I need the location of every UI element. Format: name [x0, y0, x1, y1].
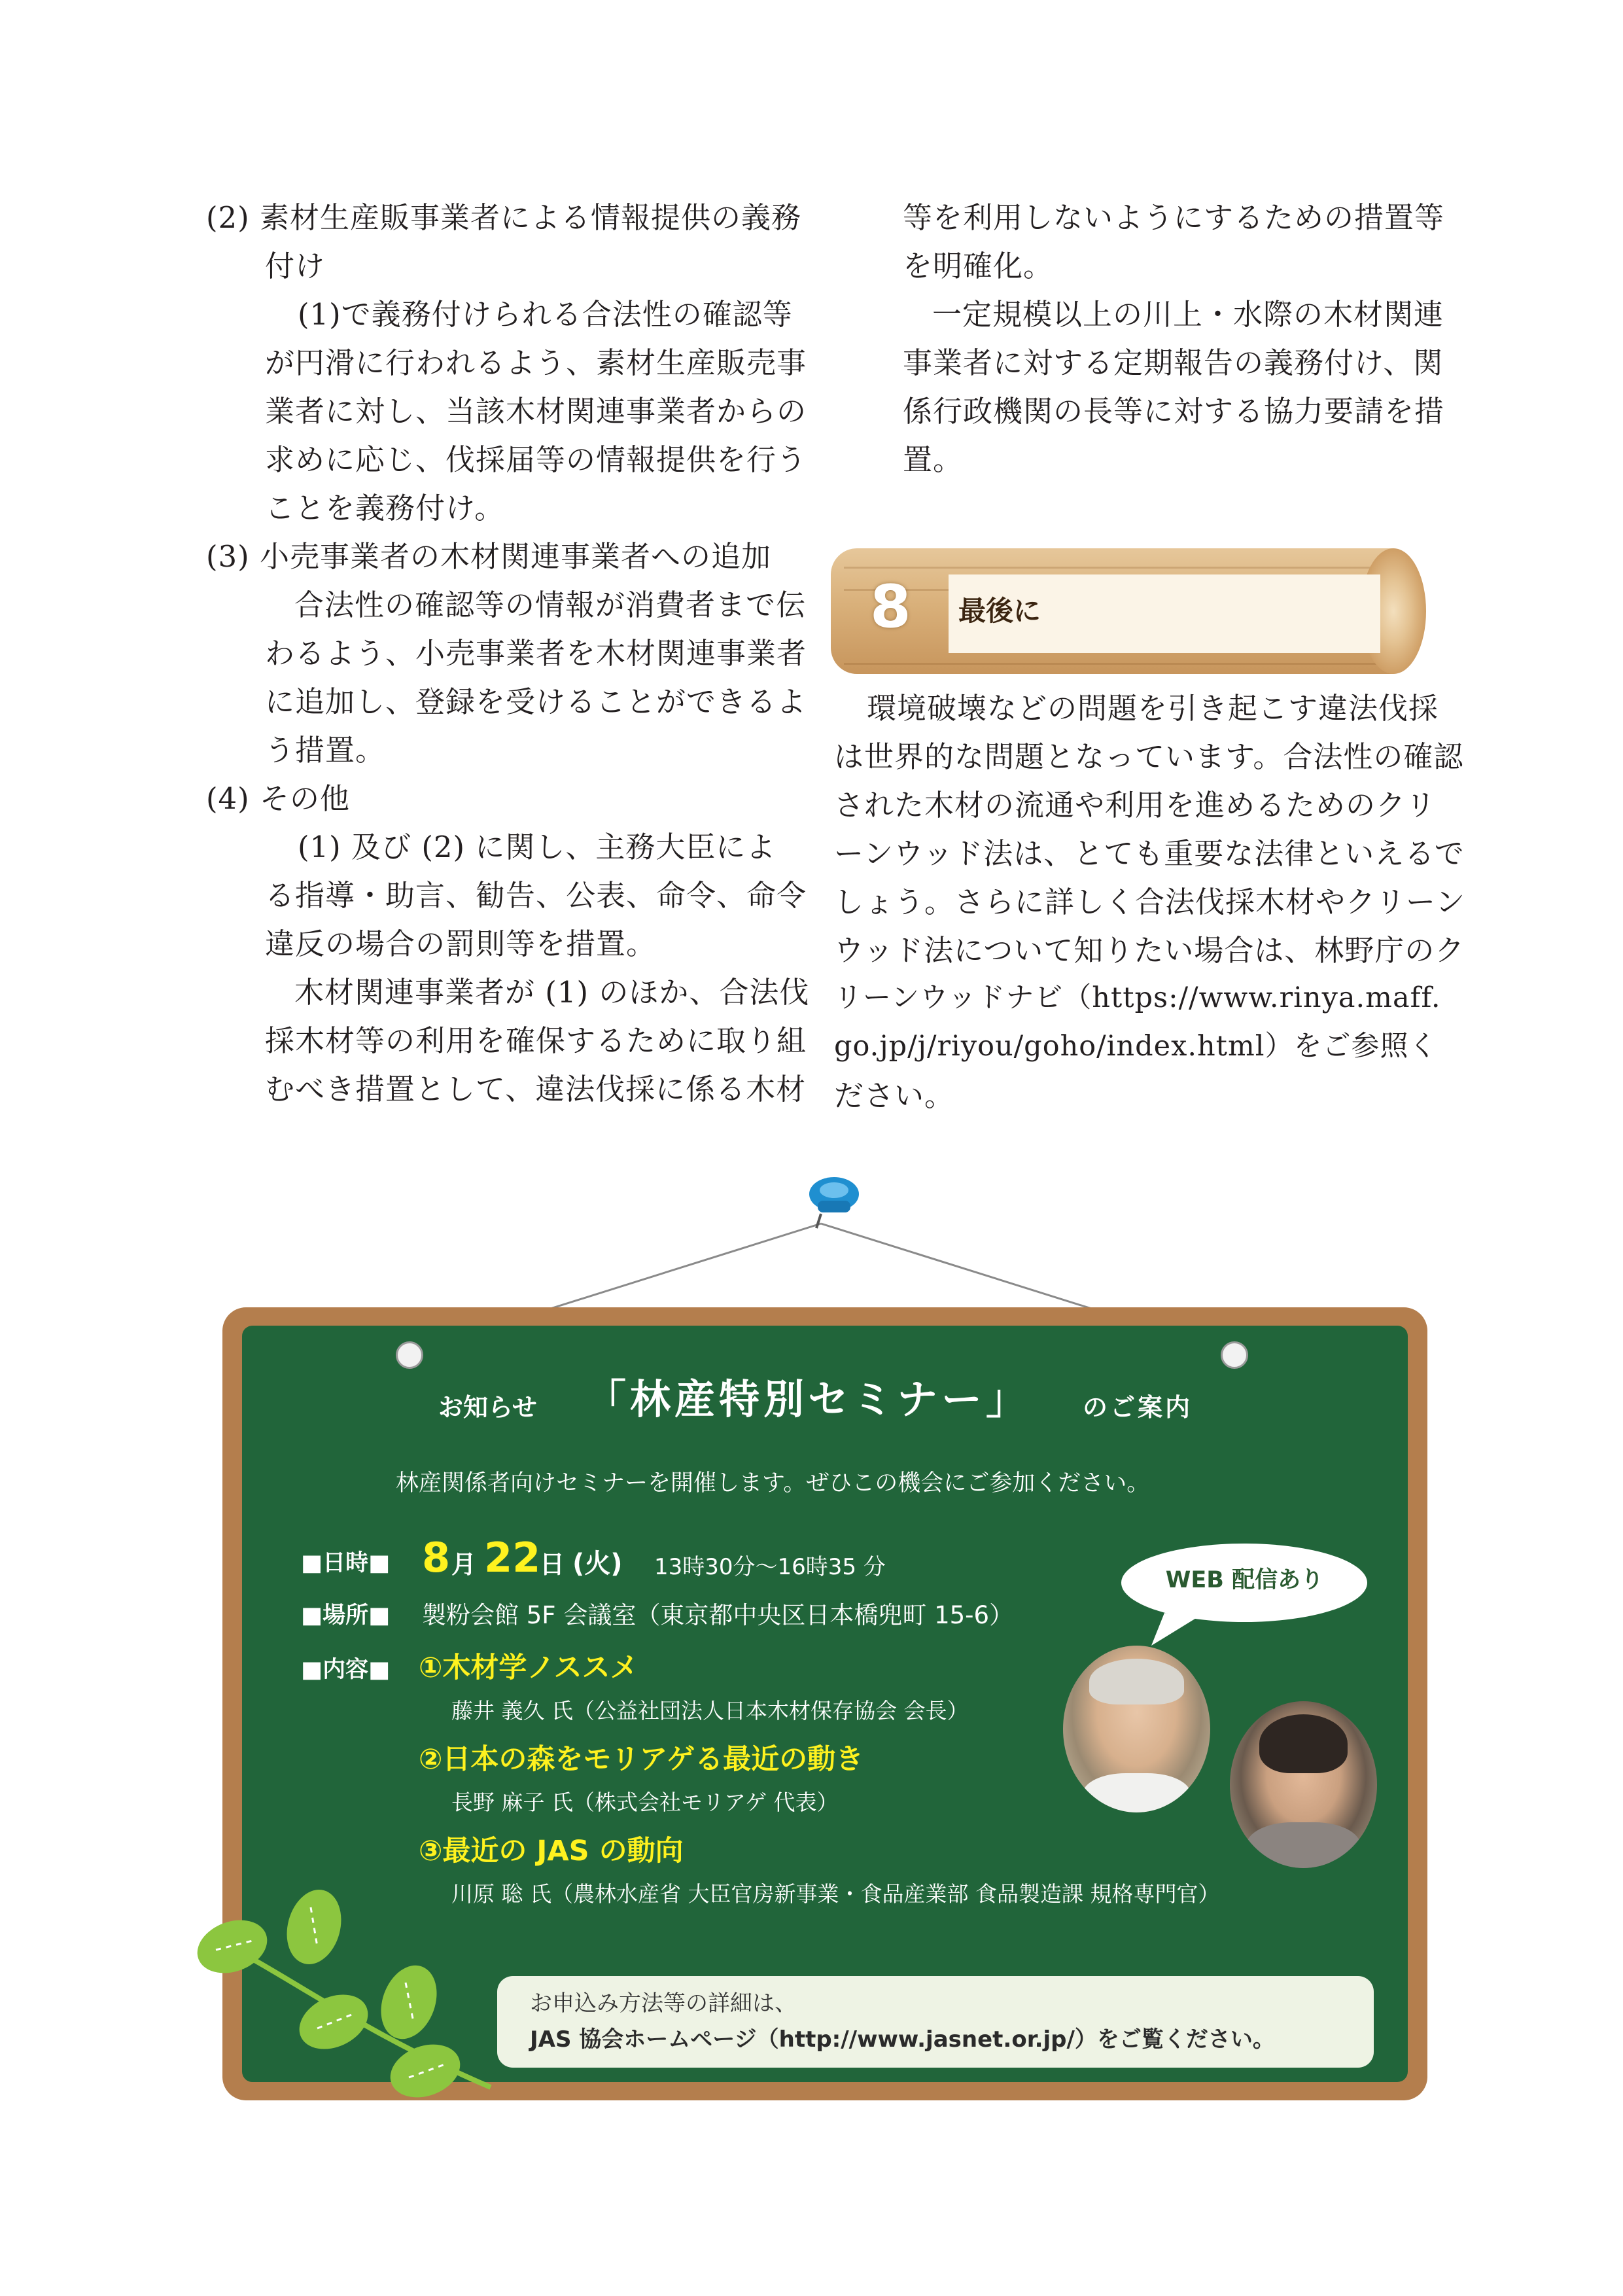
notice-lead: 林産関係者向けセミナーを開催します。ぜひこの機会にご参加ください。 [396, 1470, 1150, 1496]
text-line: 木材関連事業者が (1) のほか、合法伐 [294, 975, 810, 1010]
date-day-unit: 日 [540, 1550, 565, 1579]
date-time: 13時30分～16時35 分 [654, 1554, 886, 1580]
info-line-2: JAS 協会ホームページ（http://www.jasnet.or.jp/）をご覧ください。 [530, 2026, 1275, 2053]
place-value: 製粉会館 5F 会議室（東京都中央区日本橋兜町 15-6） [422, 1601, 1014, 1629]
date-month-unit: 月 [451, 1550, 477, 1579]
nail-icon [1221, 1341, 1248, 1369]
text-line: go.jp/j/riyou/goho/index.html）をご参照く [834, 1030, 1438, 1063]
leaf-branch-icon [183, 1884, 510, 2100]
section-number: 8 [870, 573, 911, 641]
info-line-1: お申込み方法等の詳細は、 [530, 1990, 797, 2017]
program-item-3-speaker: 川原 聡 氏（農林水産省 大臣官房新事業・食品産業部 食品製造課 規格専門官） [451, 1881, 1220, 1907]
content-label: ■内容■ [301, 1657, 391, 1683]
text-line: 違反の場合の罰則等を措置。 [265, 927, 657, 961]
section-title: 最後に [958, 595, 1041, 627]
text-line: 等を利用しないようにするための措置等 [903, 200, 1445, 235]
date-weekday: (火) [572, 1549, 623, 1579]
text-line: る指導・助言、勧告、公表、命令、命令 [265, 878, 807, 913]
heading-3: (3) 小売事業者の木材関連事業者への追加 [206, 539, 772, 574]
text-line: は世界的な問題となっています。合法性の確認 [834, 739, 1464, 774]
text-line: う措置。 [265, 733, 386, 768]
text-line: ーンウッド法は、とても重要な法律といえるで [834, 836, 1465, 871]
speaker-photo-nagano [1230, 1701, 1377, 1868]
text-line: 合法性の確認等の情報が消費者まで伝 [294, 588, 807, 622]
text-line: 環境破壊などの問題を引き起こす違法伐採 [867, 691, 1439, 726]
text-line: された木材の流通や利用を進めるためのクリ [834, 788, 1437, 822]
heading-4: (4) その他 [206, 781, 351, 816]
text-line: 置。 [903, 442, 964, 477]
place-label: ■場所■ [301, 1602, 391, 1629]
speech-bubble [1106, 1538, 1393, 1655]
program-item-1-speaker: 藤井 義久 氏（公益社団法人日本木材保存協会 会長） [451, 1698, 969, 1723]
program-item-2-title: ②日本の森をモリアゲる最近の動き [419, 1743, 864, 1776]
date-day: 22 [484, 1534, 541, 1581]
heading-2: (2) 素材生産販事業者による情報提供の義務 [206, 200, 802, 235]
notice-title: 「林産特別セミナー」 [585, 1375, 1031, 1423]
notice-suffix: のご案内 [1083, 1393, 1193, 1422]
text-line: 事業者に対する定期報告の義務付け、関 [903, 345, 1444, 380]
text-line: を明確化。 [903, 249, 1054, 283]
text-line: リーンウッドナビ（https://www.rinya.maff. [834, 981, 1441, 1014]
text-line: 付け [265, 249, 326, 283]
text-line: 求めに応じ、伐採届等の情報提供を行う [265, 442, 807, 477]
text-line: (1) 及び (2) に関し、主務大臣によ [298, 830, 777, 864]
notice-prefix: お知らせ [438, 1393, 537, 1422]
text-line: しょう。さらに詳しく合法伐採木材やクリーン [834, 885, 1466, 919]
pushpin-icon [798, 1168, 870, 1233]
text-line: むべき措置として、違法伐採に係る木材 [265, 1072, 807, 1106]
program-item-3-title: ③最近の JAS の動向 [419, 1835, 684, 1867]
text-line: 一定規模以上の川上・水際の木材関連 [932, 297, 1444, 332]
text-line: ださい。 [834, 1078, 955, 1113]
application-info-box [497, 1976, 1374, 2068]
text-line: 採木材等の利用を確保するために取り組 [265, 1023, 807, 1058]
date-month: 8 [422, 1534, 451, 1581]
text-line: 業者に対し、当該木材関連事業者からの [265, 394, 807, 429]
text-line: (1)で義務付けられる合法性の確認等 [298, 297, 793, 332]
text-line: が円滑に行われるよう、素材生産販売事 [265, 345, 807, 380]
web-badge: WEB 配信あり [1165, 1567, 1324, 1593]
speaker-photo-fujii [1063, 1646, 1210, 1812]
text-line: ことを義務付け。 [265, 491, 505, 525]
text-line: わるよう、小売事業者を木材関連事業者 [265, 636, 807, 671]
text-line: に追加し、登録を受けることができるよ [265, 684, 807, 719]
program-item-2-speaker: 長野 麻子 氏（株式会社モリアゲ 代表） [451, 1790, 839, 1815]
program-item-1-title: ①木材学ノススメ [419, 1651, 638, 1684]
date-label: ■日時■ [301, 1550, 391, 1576]
text-line: ウッド法について知りたい場合は、林野庁のク [834, 933, 1465, 968]
text-line: 係行政機関の長等に対する協力要請を措 [903, 394, 1445, 429]
nail-icon [396, 1341, 423, 1369]
